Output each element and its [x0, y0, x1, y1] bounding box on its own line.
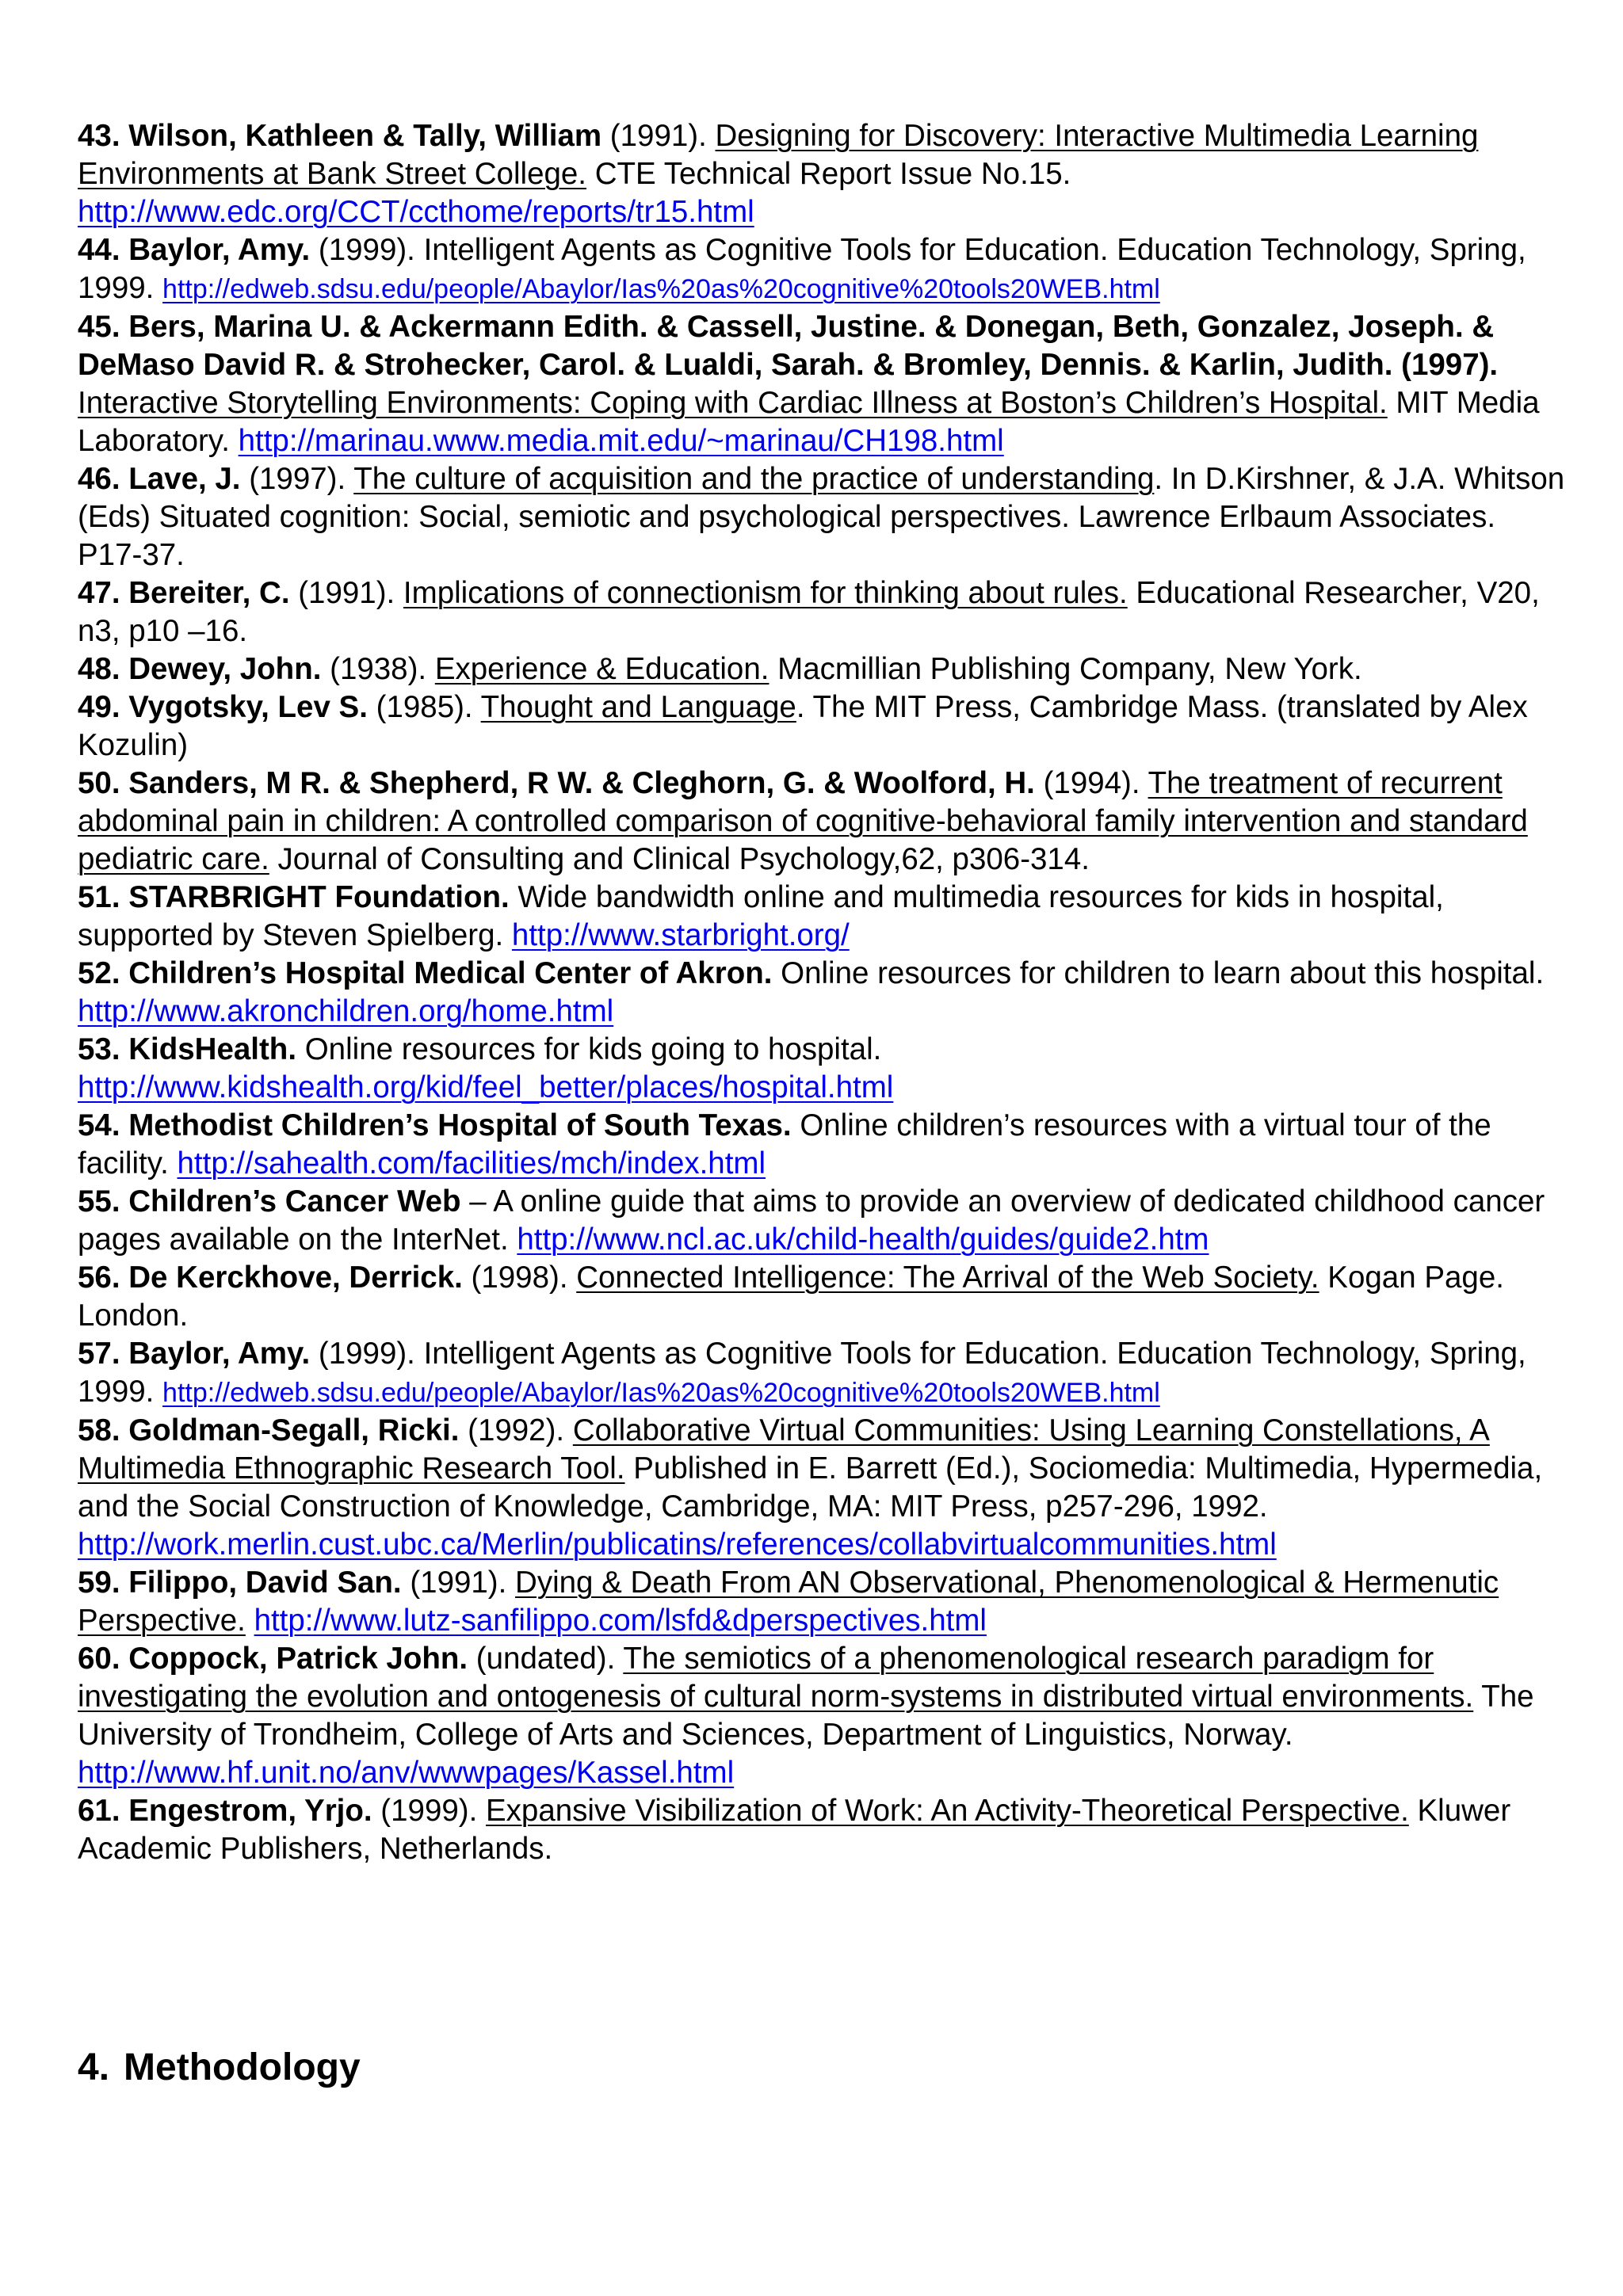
reference-year [296, 1032, 305, 1066]
reference-author: Sanders, M R. & Shepherd, R W. & Cleghorn, G. & Woolford, H. [128, 766, 1035, 800]
reference-link[interactable]: http://www.hf.unit.no/anv/wwwpages/Kassel.html [78, 1756, 735, 1790]
reference-link[interactable]: http://www.lutz-sanfilippo.com/lsfd&dperspectives.html [254, 1604, 987, 1638]
reference-year: (1999). [310, 1337, 424, 1371]
reference-details: Macmillian Publishing Company, New York. [769, 652, 1362, 686]
reference-number: 57. [78, 1337, 120, 1371]
reference-number: 49. [78, 690, 120, 724]
reference-number: 56. [78, 1261, 120, 1295]
reference-author: Bereiter, C. [128, 576, 290, 610]
reference-number: 58. [78, 1413, 120, 1447]
reference-number: 46. [78, 462, 120, 496]
reference-entry [78, 1031, 1568, 1107]
reference-details: The University of Trondheim, College of Arts and Sciences, Department of Linguistics, Norway. [78, 1680, 1534, 1752]
reference-details: . The MIT Press, Cambridge Mass. (translated by Alex Kozulin) [78, 690, 1528, 762]
reference-details: Online resources for children to learn about this hospital. [781, 956, 1545, 990]
reference-year [772, 956, 781, 990]
reference-number: 47. [78, 576, 120, 610]
reference-link[interactable]: http://marinau.www.media.mit.edu/~marinau/CH198.html [238, 424, 1004, 458]
reference-author: Engestrom, Yrjo. [128, 1794, 372, 1828]
reference-details: Online children’s resources with a virtual tour of the facility. [78, 1108, 1491, 1180]
reference-author: De Kerckhove, Derrick. [128, 1261, 463, 1295]
reference-details: Educational Researcher, V20, n3, p10 –16. [78, 576, 1540, 648]
reference-number: 51. [78, 880, 120, 914]
reference-details: CTE Technical Report Issue No.15. [586, 157, 1071, 191]
reference-link[interactable]: http://www.edc.org/CCT/ccthome/reports/tr15.html [78, 195, 754, 229]
reference-author: Wilson, Kathleen & Tally, William [128, 119, 602, 153]
reference-entry [78, 1640, 1568, 1792]
reference-entry [78, 1107, 1568, 1183]
reference-list [78, 117, 1568, 1868]
reference-details: Online resources for kids going to hospital. [304, 1032, 882, 1066]
reference-title: Interactive Storytelling Environments: Coping with Cardiac Illness at Boston’s Children’s Hospital. [78, 386, 1388, 420]
reference-title: The culture of acquisition and the practice of understanding [353, 462, 1155, 496]
reference-author: Methodist Children’s Hospital of South Texas. [128, 1108, 792, 1142]
reference-entry [78, 231, 1568, 308]
reference-details: Journal of Consulting and Clinical Psychology,62, p306-314. [269, 842, 1090, 876]
reference-number: 61. [78, 1794, 120, 1828]
reference-details: Kluwer Academic Publishers, Netherlands. [78, 1794, 1511, 1866]
reference-author: Goldman-Segall, Ricki. [128, 1413, 460, 1447]
reference-number: 52. [78, 956, 120, 990]
reference-author: Filippo, David San. [128, 1566, 402, 1600]
reference-entry [78, 955, 1568, 1031]
reference-link[interactable]: http://www.akronchildren.org/home.html [78, 994, 614, 1028]
reference-link[interactable]: http://www.ncl.ac.uk/child-health/guides/guide2.htm [517, 1222, 1209, 1257]
reference-details: Wide bandwidth online and multimedia resources for kids in hospital, supported by Steven Spielberg. [78, 880, 1444, 952]
reference-author: Vygotsky, Lev S. [128, 690, 368, 724]
reference-number: 60. [78, 1642, 120, 1676]
reference-year: (1985). [367, 690, 481, 724]
reference-link[interactable]: http://sahealth.com/facilities/mch/index.html [177, 1146, 766, 1180]
reference-link[interactable]: http://work.merlin.cust.ubc.ca/Merlin/publicatins/references/collabvirtualcommunities.html [78, 1527, 1277, 1562]
reference-author: STARBRIGHT Foundation. [128, 880, 510, 914]
reference-entry [78, 1259, 1568, 1335]
reference-details: . In D.Kirshner, & J.A. Whitson (Eds) Situated cognition: Social, semiotic and psychological perspectives. Lawrence Erlbaum Associates. P17-37. [78, 462, 1565, 572]
reference-title: Thought and Language [480, 690, 796, 724]
reference-year: (1998). [462, 1261, 577, 1295]
reference-entry [78, 879, 1568, 955]
reference-title: Connected Intelligence: The Arrival of the Web Society. [576, 1261, 1319, 1295]
reference-number: 44. [78, 233, 120, 267]
reference-year: (1999). [310, 233, 424, 267]
reference-author: Dewey, John. [128, 652, 322, 686]
reference-number: 54. [78, 1108, 120, 1142]
reference-author: Children’s Hospital Medical Center of Akron. [128, 956, 773, 990]
reference-entry [78, 765, 1568, 879]
reference-title: The semiotics of a phenomenological research paradigm for investigating the evolution and ontogenesis of cultural norm-systems in distributed virtual environments. [78, 1642, 1474, 1714]
reference-number: 50. [78, 766, 120, 800]
reference-link[interactable]: http://edweb.sdsu.edu/people/Abaylor/Ias%20as%20cognitive%20tools20WEB.html [162, 1378, 1160, 1408]
reference-title: Designing for Discovery: Interactive Multimedia Learning Environments at Bank Street College. [78, 119, 1479, 191]
reference-year: (1994). [1034, 766, 1148, 800]
section-number: 4. [78, 2046, 110, 2088]
reference-year: (1992). [459, 1413, 573, 1447]
reference-details: Intelligent Agents as Cognitive Tools for Education. Education Technology, Spring, 1999. [78, 233, 1526, 305]
reference-number: 45. [78, 310, 120, 344]
reference-number: 53. [78, 1032, 120, 1066]
reference-link[interactable]: http://www.starbright.org/ [511, 918, 850, 952]
reference-author: Baylor, Amy. [128, 1337, 311, 1371]
reference-author: KidsHealth. [128, 1032, 297, 1066]
reference-title: Implications of connectionism for thinking about rules. [403, 576, 1128, 610]
reference-number: 48. [78, 652, 120, 686]
reference-entry [78, 574, 1568, 650]
reference-details: Intelligent Agents as Cognitive Tools for Education. Education Technology, Spring, 1999. [78, 1337, 1526, 1409]
reference-year: (1991). [601, 119, 716, 153]
reference-entry [78, 308, 1568, 460]
reference-year [461, 1184, 470, 1219]
reference-year [510, 880, 518, 914]
reference-link[interactable]: http://edweb.sdsu.edu/people/Abaylor/Ias%20as%20cognitive%20tools20WEB.html [162, 274, 1160, 304]
reference-title: Collaborative Virtual Communities: Using Learning Constellations, A Multimedia Ethnographic Research Tool. [78, 1413, 1490, 1486]
reference-title: Experience & Education. [434, 652, 769, 686]
reference-number: 43. [78, 119, 120, 153]
reference-year [792, 1108, 800, 1142]
reference-entry [78, 1412, 1568, 1564]
reference-author: Bers, Marina U. & Ackermann Edith. & Cassell, Justine. & Donegan, Beth, Gonzalez, Joseph. & DeMaso David R. & Strohecker, Carol. & Lualdi, Sarah. & Bromley, Dennis. & Karlin, Judith. (1997). [78, 310, 1499, 382]
reference-details: – A online guide that aims to provide an overview of dedicated childhood cancer pages available on the InterNet. [78, 1184, 1545, 1257]
reference-entry [78, 460, 1568, 574]
reference-author: Children’s Cancer Web [128, 1184, 461, 1219]
section-title: Methodology [124, 2046, 361, 2088]
reference-number: 59. [78, 1566, 120, 1600]
reference-details: Published in E. Barrett (Ed.), Sociomedia: Multimedia, Hypermedia, and the Social Construction of Knowledge, Cambridge, MA: MIT Press, p257-296, 1992. [78, 1451, 1543, 1524]
reference-year: (undated). [468, 1642, 624, 1676]
reference-author: Lave, J. [128, 462, 241, 496]
reference-year: (1997). [240, 462, 354, 496]
reference-link[interactable]: http://www.kidshealth.org/kid/feel_better/places/hospital.html [78, 1070, 894, 1104]
reference-entry [78, 688, 1568, 765]
reference-entry [78, 1183, 1568, 1259]
reference-details: Kogan Page. London. [78, 1261, 1504, 1333]
section-heading [78, 2044, 361, 2092]
reference-title: The treatment of recurrent abdominal pain in children: A controlled comparison of cognitive-behavioral family intervention and standard pediatric care. [78, 766, 1528, 876]
reference-author: Coppock, Patrick John. [128, 1642, 468, 1676]
reference-entry [78, 117, 1568, 231]
reference-year: (1991). [401, 1566, 516, 1600]
reference-entry [78, 1335, 1568, 1412]
reference-year: (1991). [289, 576, 403, 610]
reference-year: (1999). [372, 1794, 486, 1828]
reference-details: MIT Media Laboratory. [78, 386, 1540, 458]
reference-title: Expansive Visibilization of Work: An Activity-Theoretical Perspective. [486, 1794, 1409, 1828]
reference-year: (1938). [321, 652, 435, 686]
reference-entry [78, 650, 1568, 688]
reference-title: Dying & Death From AN Observational, Phenomenological & Hermenutic Perspective. [78, 1566, 1499, 1638]
reference-author: Baylor, Amy. [128, 233, 311, 267]
reference-entry [78, 1792, 1568, 1868]
reference-number: 55. [78, 1184, 120, 1219]
reference-entry [78, 1564, 1568, 1640]
reference-details [246, 1604, 254, 1638]
